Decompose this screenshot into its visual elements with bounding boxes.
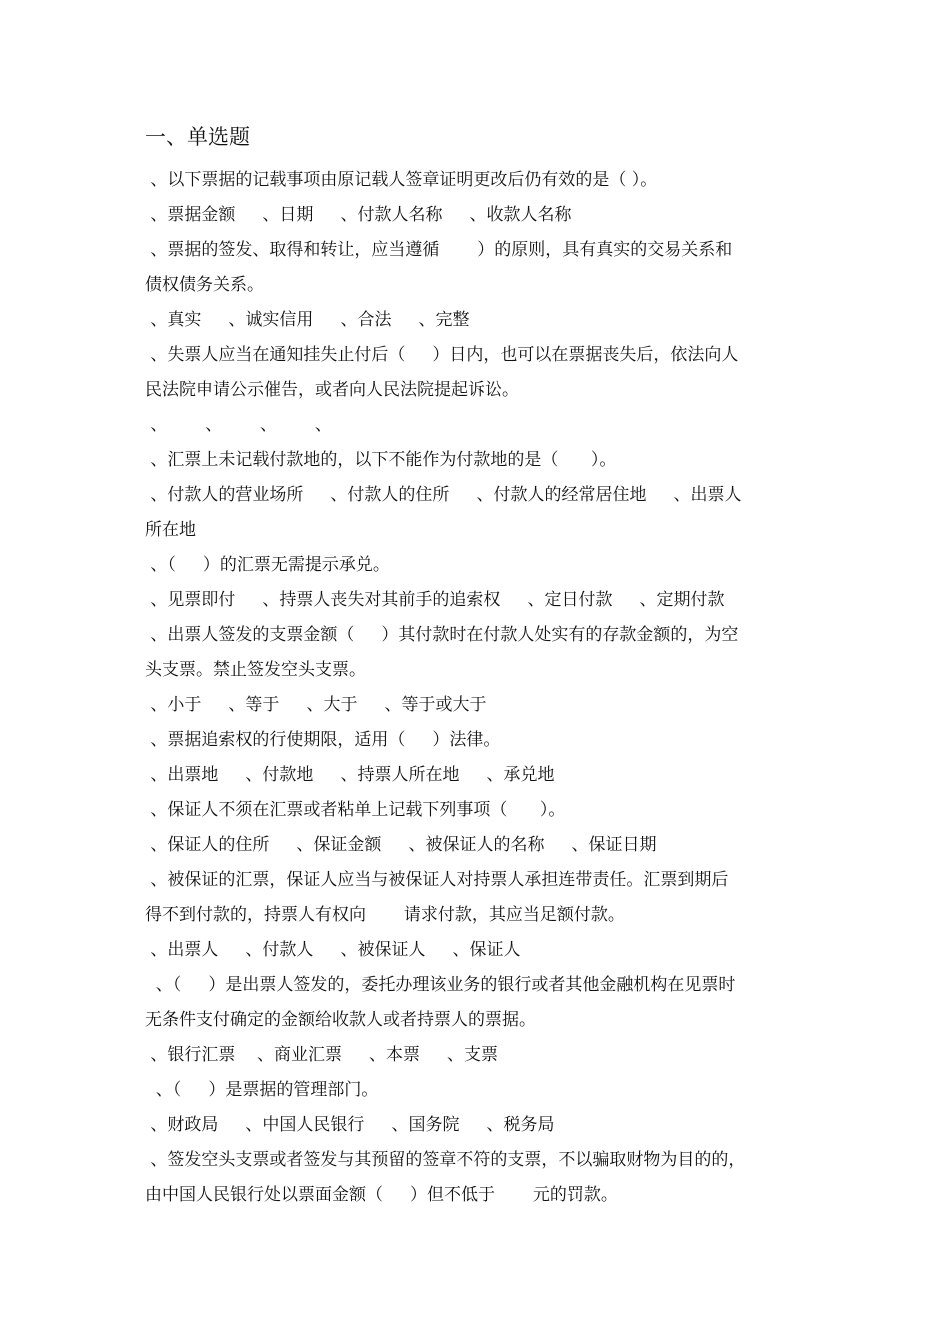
question-10: 、（ ）是出票人签发的，委托办理该业务的银行或者其他金融机构在见票时 xyxy=(145,975,736,995)
options-2: 、真实 、诚实信用 、合法 、完整 xyxy=(145,310,470,330)
question-9: 、被保证的汇票，保证人应当与被保证人对持票人承担连带责任。汇票到期后 xyxy=(145,870,729,890)
question-6: 、出票人签发的支票金额（ ）其付款时在付款人处实有的存款金额的，为空 xyxy=(145,625,739,645)
question-9-cont: 得不到付款的，持票人有权向 请求付款，其应当足额付款。 xyxy=(145,905,625,925)
question-4: 、汇票上未记载付款地的，以下不能作为付款地的是（ ）。 xyxy=(145,450,617,470)
question-6-cont: 头支票。禁止签发空头支票。 xyxy=(145,660,366,680)
options-10: 、银行汇票 、商业汇票 、本票 、支票 xyxy=(145,1045,499,1065)
question-7: 、票据追索权的行使期限，适用（ ）法律。 xyxy=(145,730,501,750)
question-2: 、票据的签发、取得和转让，应当遵循 ）的原则，具有真实的交易关系和 xyxy=(145,240,733,260)
options-11: 、财政局 、中国人民银行 、国务院 、税务局 xyxy=(145,1115,555,1135)
options-4-cont: 所在地 xyxy=(145,520,196,540)
options-4: 、付款人的营业场所 、付款人的住所 、付款人的经常居住地 、出票人 xyxy=(145,485,742,505)
question-3-cont: 民法院申请公示催告，或者向人民法院提起诉讼。 xyxy=(145,380,519,400)
question-2-cont: 债权债务关系。 xyxy=(145,275,264,295)
question-5: 、（ ）的汇票无需提示承兑。 xyxy=(145,555,390,575)
options-5: 、见票即付 、持票人丧失对其前手的追索权 、定日付款 、定期付款 xyxy=(145,590,725,610)
options-8: 、保证人的住所 、保证金额 、被保证人的名称 、保证日期 xyxy=(145,835,657,855)
question-1: 、以下票据的记载事项由原记载人签章证明更改后仍有效的是（ ）。 xyxy=(145,170,658,190)
options-6: 、小于 、等于 、大于 、等于或大于 xyxy=(145,695,487,715)
question-12-cont: 由中国人民银行处以票面金额（ ）但不低于 元的罚款。 xyxy=(145,1185,618,1205)
question-12: 、签发空头支票或者签发与其预留的签章不符的支票，不以骗取财物为目的的， xyxy=(145,1150,746,1170)
question-3: 、失票人应当在通知挂失止付后（ ）日内，也可以在票据丧失后，依法向人 xyxy=(145,345,739,365)
options-7: 、出票地 、付款地 、持票人所在地 、承兑地 xyxy=(145,765,555,785)
question-8: 、保证人不须在汇票或者粘单上记载下列事项（ ）。 xyxy=(145,800,566,820)
options-3: 、 、 、 、 xyxy=(145,415,332,435)
question-11: 、（ ）是票据的管理部门。 xyxy=(145,1080,379,1100)
section-title: 一、单选题 xyxy=(145,125,250,149)
options-9: 、出票人 、付款人 、被保证人 、保证人 xyxy=(145,940,521,960)
question-10-cont: 无条件支付确定的金额给收款人或者持票人的票据。 xyxy=(145,1010,536,1030)
options-1: 、票据金额 、日期 、付款人名称 、收款人名称 xyxy=(145,205,572,225)
